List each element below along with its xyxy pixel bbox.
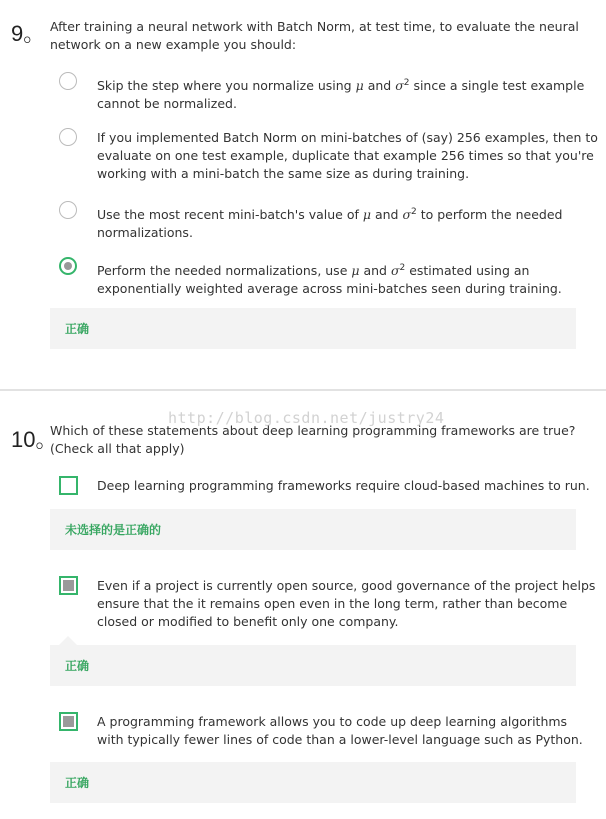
q9-option-2-radio[interactable] bbox=[59, 128, 77, 146]
question-10-prompt: Which of these statements about deep learning programming frameworks are true? (Check all that apply) bbox=[50, 423, 576, 456]
q9-feedback-box bbox=[50, 308, 576, 349]
q9-option-4-text: Perform the needed normalizations, use μ and $\sigma^2$ estimated using an exponentially weighted average across mini-batches seen during training. bbox=[97, 263, 562, 297]
q10-option-1-checkbox[interactable] bbox=[59, 476, 78, 495]
q9-option-3-radio[interactable] bbox=[59, 201, 77, 219]
q10-option-2-text: Even if a project is currently open source, good governance of the project helps ensure that the it remains open even in the long term, rather than become closed or modified to benefit only one company. bbox=[97, 578, 596, 629]
q9-option-3-text: Use the most recent mini-batch's value of μ and $\sigma^2$ to perform the needed normalizations. bbox=[97, 207, 563, 241]
q10-option-1-feedback-text: 未选择的是正确的 bbox=[65, 523, 162, 537]
q10-option-3-text: A programming framework allows you to code up deep learning algorithms with typically fewer lines of code than a lower-level language such as Python. bbox=[97, 714, 583, 747]
watermark: http://blog.csdn.net/justry24 bbox=[168, 409, 445, 427]
q10-option-2-feedback-text: 正确 bbox=[65, 659, 90, 673]
question-9-prompt: After training a neural network with Batch Norm, at test time, to evaluate the neural network on a new example you should: bbox=[50, 19, 579, 52]
q10-option-3-feedback-box bbox=[50, 762, 576, 803]
q10-option-2-feedback-box bbox=[50, 645, 576, 686]
q9-option-2-text: If you implemented Batch Norm on mini-batches of (say) 256 examples, then to evaluate on one test example, duplicate that example 256 times so that you're working with a mini-batch the same size as during training. bbox=[97, 130, 598, 181]
q10-option-2-feedback-pointer bbox=[59, 636, 77, 645]
question-9-number: 9。 bbox=[11, 21, 46, 46]
q9-feedback-text: 正确 bbox=[65, 322, 90, 336]
q10-option-2-checkbox[interactable] bbox=[59, 576, 78, 595]
q9-option-1-radio[interactable] bbox=[59, 72, 77, 90]
q10-option-3-feedback-text: 正确 bbox=[65, 776, 90, 790]
q10-option-1-text: Deep learning programming frameworks require cloud-based machines to run. bbox=[97, 478, 590, 493]
question-divider bbox=[0, 389, 606, 391]
q10-option-1-feedback-box bbox=[50, 509, 576, 550]
q10-option-3-checkbox[interactable] bbox=[59, 712, 78, 731]
question-10-number: 10。 bbox=[11, 427, 58, 452]
q9-option-1-text: Skip the step where you normalize using μ and $\sigma^2$ since a single test example cannot be normalized. bbox=[97, 78, 585, 112]
q9-option-4-radio[interactable] bbox=[59, 257, 77, 275]
